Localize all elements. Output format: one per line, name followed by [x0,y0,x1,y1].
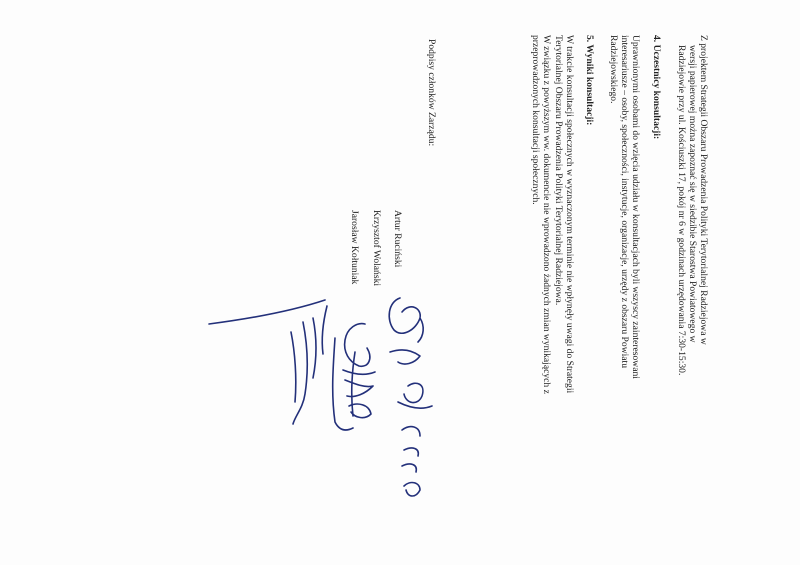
section-5-line-4: przeprowadzonych konsultacji społecznych. [530,35,541,205]
signatory-name-3: Jarosław Kołtuniak [349,210,360,285]
section-4-line-1: Uprawnionymi osobami do wzięcia udziału w konsultacjach byli wszyscy zainteresowani [630,35,641,379]
signatures-label: Podpisy członków Zarządu: [426,39,437,147]
rotated-document-content [209,35,709,555]
handwritten-signature-3 [205,298,370,438]
intro-line-2: wersji papierowej można zapoznać się w siedzibie Starostwa Powiatowego w [687,45,698,343]
section-4-line-3: Radziejowskiego. [608,35,619,104]
section-5-heading: 5. Wyniki konsultacji: [584,35,595,126]
signatory-name-1: Artur Ruciński [392,210,403,268]
intro-line-3: Radziejowie przy ul. Kościuszki 17, pokój nr 6 w godzinach urzędowania 7:30-15:30. [676,45,687,376]
handwritten-signature-1 [380,290,450,510]
section-5-line-2: Terytorialnej Obszaru Prowadzenia Polityki Terytorialnej Radziejowa. [553,35,564,306]
section-5-line-1: W trakcie konsultacji społecznych w wyznaczonym terminie nie wpłynęły uwagi do Strategii [564,35,575,394]
section-4-line-2: interesariusze – osoby, społeczności, instytucje, organizacje, urzędy z obszaru Powiatu [619,35,630,369]
section-4-heading: 4. Uczestnicy konsultacji: [651,35,662,140]
intro-line-1: Z projektem Strategii Obszaru Prowadzenia Polityki Terytorialnej Radziejowa w [698,35,709,345]
section-5-line-3: W związku z powyższym ww. dokumencie nie wprowadzono żadnych zmian wynikających z [541,35,552,394]
signatory-name-2: Krzysztof Wolański [371,210,382,287]
